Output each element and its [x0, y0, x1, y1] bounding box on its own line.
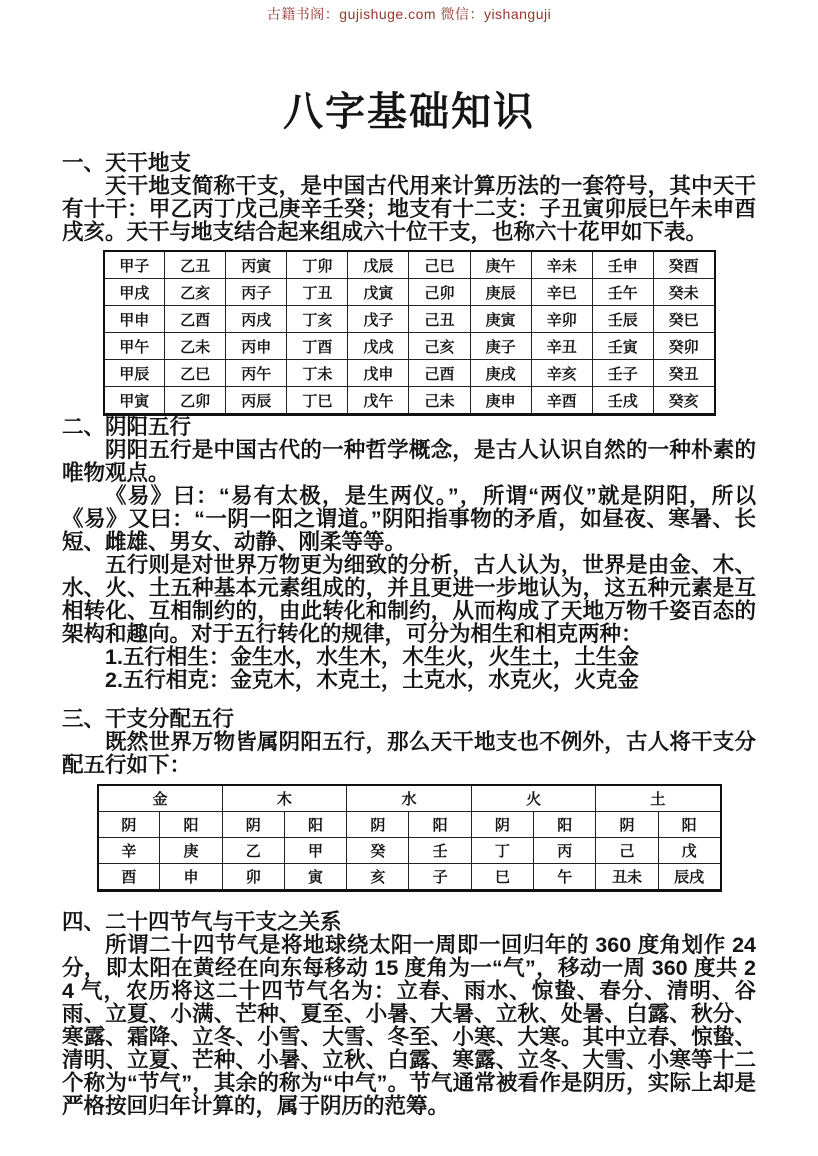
table-cell: 壬 [409, 838, 471, 864]
table-cell: 己丑 [409, 306, 470, 333]
section-2-paragraph-2: 《易》曰：“易有太极，是生两仪。”，所谓“两仪”就是阴阳，所以《易》又曰：“一阴一阳之谓道。”阴阳指事物的矛盾，如昼夜、寒暑、长短、雌雄、男女、动静、刚柔等等。 [62, 484, 756, 554]
table-cell: 壬辰 [592, 306, 653, 333]
section-2-heading: 二、阴阳五行 [62, 415, 192, 439]
table-cell: 阳 [409, 812, 471, 838]
table-cell: 丙 [534, 838, 596, 864]
table-cell: 庚寅 [470, 306, 531, 333]
table-cell: 辛亥 [531, 360, 592, 387]
table-cell: 丙申 [226, 333, 287, 360]
table-cell: 丑未 [596, 864, 658, 891]
table-cell: 辛巳 [531, 279, 592, 306]
table-cell: 癸巳 [653, 306, 714, 333]
table-row [104, 306, 715, 333]
table-cell: 丁卯 [287, 251, 348, 279]
table-cell: 辛卯 [531, 306, 592, 333]
table-cell: 癸未 [653, 279, 714, 306]
table-cell: 丁亥 [287, 306, 348, 333]
table-cell: 阳 [160, 812, 222, 838]
table-cell: 甲子 [104, 251, 165, 279]
table-cell: 癸亥 [653, 387, 714, 415]
table-cell: 丙寅 [226, 251, 287, 279]
table-row [104, 387, 715, 415]
table-cell: 戊戌 [348, 333, 409, 360]
table-cell: 戊寅 [348, 279, 409, 306]
sixty-jiazi-table [103, 250, 716, 416]
table-row [98, 812, 721, 838]
table-cell: 己酉 [409, 360, 470, 387]
table-row [104, 279, 715, 306]
wuxing-header-shui: 水 [347, 785, 472, 812]
table-row [104, 333, 715, 360]
table-cell: 壬戌 [592, 387, 653, 415]
wuxing-header-row [98, 785, 721, 812]
site-watermark: 古籍书阁：gujishuge.com 微信：yishanguji [266, 6, 552, 22]
section-jieqi-ganzhi [62, 911, 756, 1118]
table-cell: 丁丑 [287, 279, 348, 306]
table-cell: 庚子 [470, 333, 531, 360]
table-cell: 丁 [471, 838, 533, 864]
table-cell: 壬申 [592, 251, 653, 279]
table-cell: 戊辰 [348, 251, 409, 279]
section-3-paragraph: 既然世界万物皆属阴阳五行，那么天干地支也不例外，古人将干支分配五行如下： [62, 730, 756, 777]
table-cell: 阳 [284, 812, 346, 838]
table-cell: 甲 [284, 838, 346, 864]
table-cell: 甲寅 [104, 387, 165, 415]
table-row [98, 864, 721, 891]
table-cell: 阳 [534, 812, 596, 838]
table-cell: 辛未 [531, 251, 592, 279]
table-cell: 己亥 [409, 333, 470, 360]
table-cell: 丁巳 [287, 387, 348, 415]
table-cell: 乙亥 [165, 279, 226, 306]
table-cell: 阴 [596, 812, 658, 838]
section-ganzhi-fenpei-wuxing [62, 708, 756, 892]
table-row [104, 360, 715, 387]
table-cell: 庚辰 [470, 279, 531, 306]
table-cell: 庚 [160, 838, 222, 864]
table-cell: 午 [534, 864, 596, 891]
section-tiangan-dizhi [62, 152, 756, 416]
section-3-heading: 三、干支分配五行 [62, 707, 235, 731]
table-cell: 乙巳 [165, 360, 226, 387]
table-cell: 戊申 [348, 360, 409, 387]
table-cell: 辛 [98, 838, 160, 864]
table-cell: 己 [596, 838, 658, 864]
table-cell: 丙午 [226, 360, 287, 387]
table-cell: 阴 [471, 812, 533, 838]
wuxing-header-mu: 木 [222, 785, 347, 812]
table-cell: 丙戌 [226, 306, 287, 333]
table-cell: 申 [160, 864, 222, 891]
section-yinyang-wuxing [62, 416, 756, 692]
table-cell: 子 [409, 864, 471, 891]
table-cell: 丁未 [287, 360, 348, 387]
table-cell: 辰戌 [658, 864, 720, 891]
table-cell: 丙子 [226, 279, 287, 306]
table-cell: 癸丑 [653, 360, 714, 387]
wuxing-shengke-item-2: 2.五行相克：金克木，木克土，土克水，水克火，火克金 [105, 668, 639, 692]
table-cell: 阴 [347, 812, 409, 838]
table-cell: 己未 [409, 387, 470, 415]
wuxing-header-tu: 土 [596, 785, 721, 812]
section-1-heading: 一、天干地支 [62, 151, 192, 175]
table-cell: 阴 [222, 812, 284, 838]
table-cell: 癸卯 [653, 333, 714, 360]
table-cell: 甲辰 [104, 360, 165, 387]
table-cell: 辛酉 [531, 387, 592, 415]
table-cell: 乙卯 [165, 387, 226, 415]
table-cell: 甲申 [104, 306, 165, 333]
table-row [104, 251, 715, 279]
table-cell: 寅 [284, 864, 346, 891]
document-content [62, 152, 756, 1118]
table-cell: 丁酉 [287, 333, 348, 360]
wuxing-header-jin: 金 [98, 785, 223, 812]
section-2-paragraph-1: 阴阳五行是中国古代的一种哲学概念，是古人认识自然的一种朴素的唯物观点。 [62, 438, 756, 485]
table-cell: 巳 [471, 864, 533, 891]
section-4-heading: 四、二十四节气与干支之关系 [62, 910, 342, 934]
table-cell: 庚午 [470, 251, 531, 279]
section-4-paragraph: 所谓二十四节气是将地球绕太阳一周即一回归年的 360 度角划作 24 分，即太阳在黄经在向东每移动 15 度角为一“气”，移动一周 360 度共 24 气，农历将这二十四节气名为：立春、雨水、惊蛰、春分、清明、谷雨、立夏、小满、芒种、夏至、小暑、大暑、立秋、处暑、白露、秋分、寒露、霜降、立冬、小雪、大雪、冬至、小寒、大寒。其中立春、惊蛰、清明、立夏、芒种、小暑、立秋、白露、寒露、立冬、大雪、小寒等十二个称为“节气”，其余的称为“中气”。节气通常被看作是阴历，实际上却是严格按回归年计算的，属于阴历的范筹。 [62, 933, 756, 1118]
table-cell: 戊午 [348, 387, 409, 415]
wuxing-shengke-item-1: 1.五行相生：金生水，水生木，木生火，火生土，土生金 [105, 645, 639, 669]
table-cell: 壬寅 [592, 333, 653, 360]
section-1-paragraph: 天干地支简称干支，是中国古代用来计算历法的一套符号，其中天干有十干：甲乙丙丁戊己庚辛壬癸；地支有十二支：子丑寅卯辰巳午未申酉戌亥。天干与地支结合起来组成六十位干支，也称六十花甲如下表。 [62, 174, 756, 244]
table-cell: 阴 [98, 812, 160, 838]
table-cell: 庚戌 [470, 360, 531, 387]
section-2-paragraph-3: 五行则是对世界万物更为细致的分析，古人认为，世界是由金、木、水、火、土五种基本元素组成的，并且更进一步地认为，这五种元素是互相转化、互相制约的，由此转化和制约，从而构成了天地万物千姿百态的架构和趣向。对于五行转化的规律，可分为相生和相克两种： [62, 553, 756, 646]
table-cell: 己卯 [409, 279, 470, 306]
table-cell: 戊子 [348, 306, 409, 333]
table-cell: 卯 [222, 864, 284, 891]
table-cell: 阳 [658, 812, 720, 838]
wuxing-header-huo: 火 [471, 785, 596, 812]
table-cell: 戊 [658, 838, 720, 864]
table-cell: 甲戌 [104, 279, 165, 306]
table-cell: 乙丑 [165, 251, 226, 279]
table-cell: 乙 [222, 838, 284, 864]
table-cell: 乙酉 [165, 306, 226, 333]
table-cell: 酉 [98, 864, 160, 891]
table-cell: 壬午 [592, 279, 653, 306]
table-cell: 甲午 [104, 333, 165, 360]
table-row [98, 838, 721, 864]
table-cell: 辛丑 [531, 333, 592, 360]
ganzhi-wuxing-table [97, 784, 722, 892]
table-cell: 丙辰 [226, 387, 287, 415]
table-cell: 壬子 [592, 360, 653, 387]
table-cell: 癸酉 [653, 251, 714, 279]
table-cell: 亥 [347, 864, 409, 891]
table-cell: 乙未 [165, 333, 226, 360]
table-cell: 己巳 [409, 251, 470, 279]
table-cell: 癸 [347, 838, 409, 864]
page-title: 八字基础知识 [283, 90, 535, 134]
table-cell: 庚申 [470, 387, 531, 415]
